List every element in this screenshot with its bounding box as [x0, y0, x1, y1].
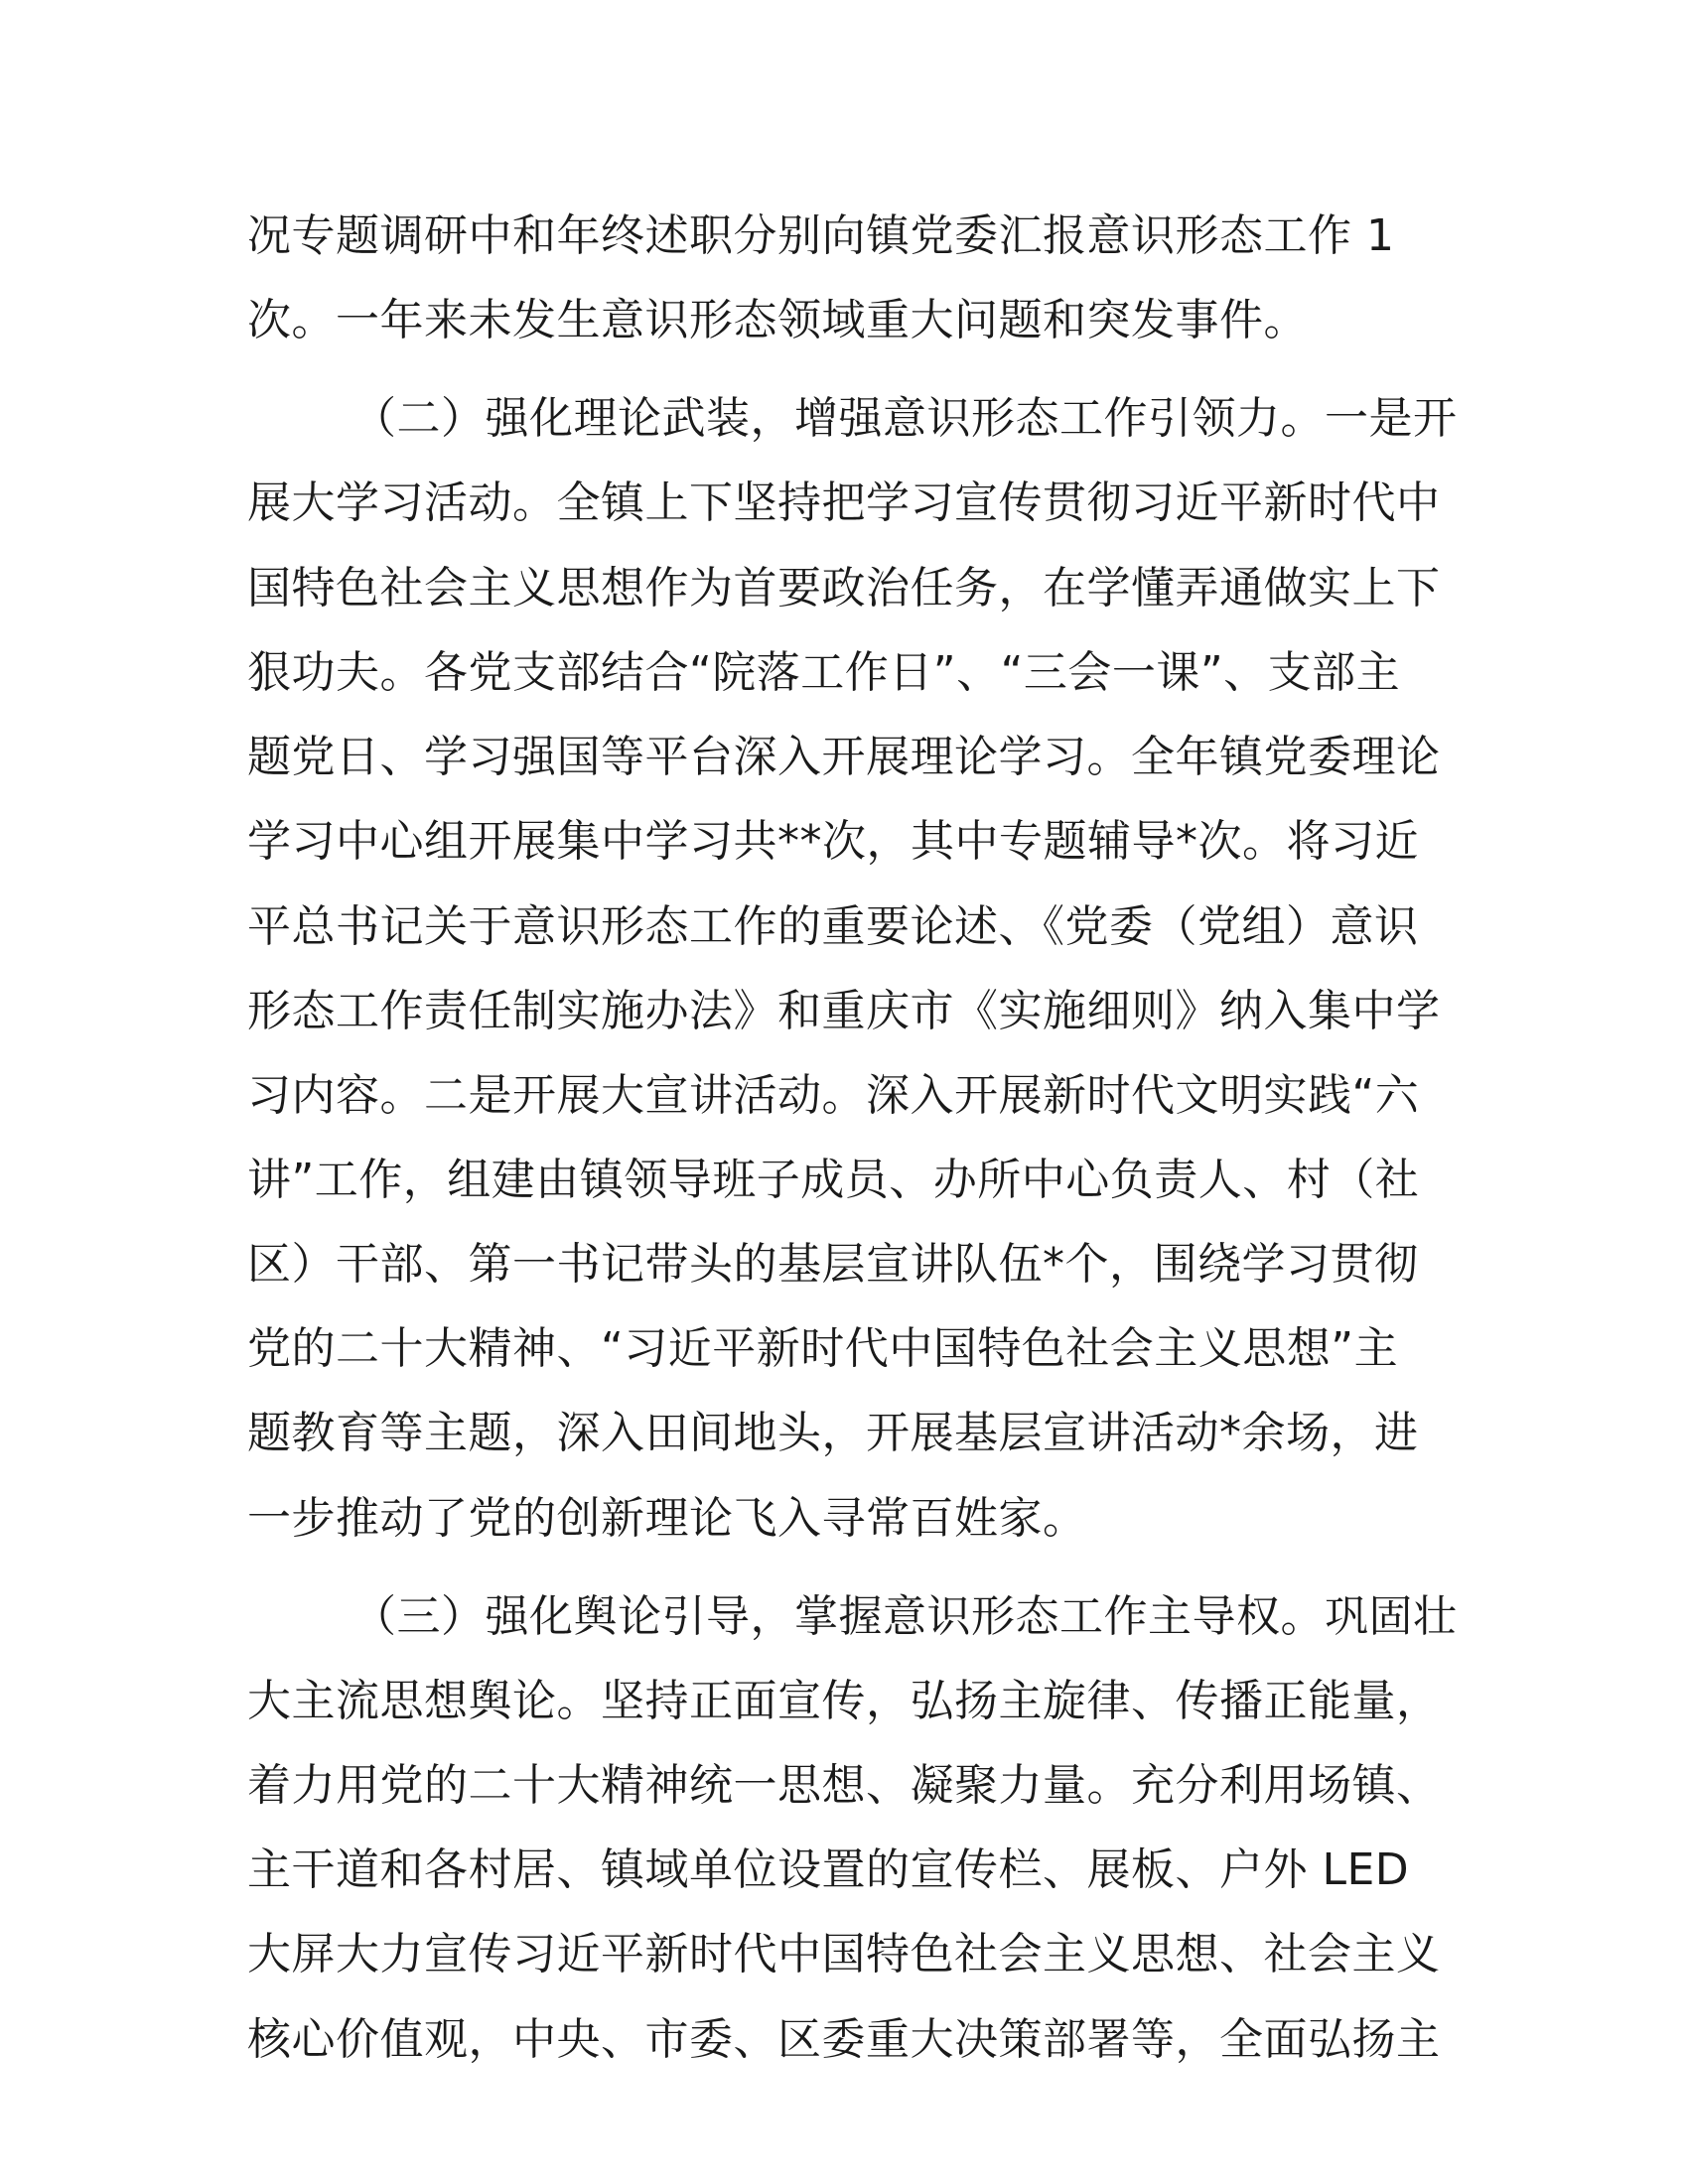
text-line: 大屏大力宣传习近平新时代中国特色社会主义思想、社会主义: [247, 1929, 1441, 1979]
text-line: 区）干部、第一书记带头的基层宣讲队伍*个，围绕学习贯彻: [247, 1239, 1419, 1290]
text-line: 况专题调研中和年终述职分别向镇党委汇报意识形态工作 1: [247, 210, 1395, 261]
text-line: 国特色社会主义思想作为首要政治任务，在学懂弄通做实上下: [247, 563, 1441, 614]
text-line: 主干道和各村居、镇域单位设置的宣传栏、展板、户外 LED: [247, 1844, 1410, 1895]
paragraph-3-heading-line: （三）强化舆论引导，掌握意识形态工作主导权。巩固壮: [352, 1591, 1458, 1642]
text-line: 展大学习活动。全镇上下坚持把学习宣传贯彻习近平新时代中: [247, 478, 1441, 528]
text-line: 题党日、学习强国等平台深入开展理论学习。全年镇党委理论: [247, 732, 1441, 782]
text-line: 大主流思想舆论。坚持正面宣传，弘扬主旋律、传播正能量，: [247, 1676, 1441, 1726]
text-line: 次。一年来未发生意识形态领域重大问题和突发事件。: [247, 295, 1308, 345]
text-line: 着力用党的二十大精神统一思想、凝聚力量。充分利用场镇、: [247, 1760, 1441, 1811]
paragraph-2-heading-line: （二）强化理论武装，增强意识形态工作引领力。一是开: [352, 393, 1458, 444]
text-line: 形态工作责任制实施办法》和重庆市《实施细则》纳入集中学: [247, 986, 1441, 1036]
text-line: 狠功夫。各党支部结合“院落工作日”、“三会一课”、支部主: [247, 647, 1401, 698]
text-line: 学习中心组开展集中学习共**次，其中专题辅导*次。将习近: [247, 816, 1419, 867]
text-line: 平总书记关于意识形态工作的重要论述、《党委（党组）意识: [247, 901, 1419, 952]
text-line: 党的二十大精神、“习近平新时代中国特色社会主义思想”主: [247, 1323, 1399, 1374]
text-line: 核心价值观，中央、市委、区委重大决策部署等，全面弘扬主: [247, 2014, 1441, 2065]
text-line: 讲”工作，组建由镇领导班子成员、办所中心负责人、村（社: [247, 1155, 1420, 1205]
text-line: 习内容。二是开展大宣讲活动。深入开展新时代文明实践“六: [247, 1070, 1420, 1121]
text-line: 一步推动了党的创新理论飞入寻常百姓家。: [247, 1493, 1087, 1544]
text-line: 题教育等主题，深入田间地头，开展基层宣讲活动*余场，进: [247, 1408, 1419, 1458]
